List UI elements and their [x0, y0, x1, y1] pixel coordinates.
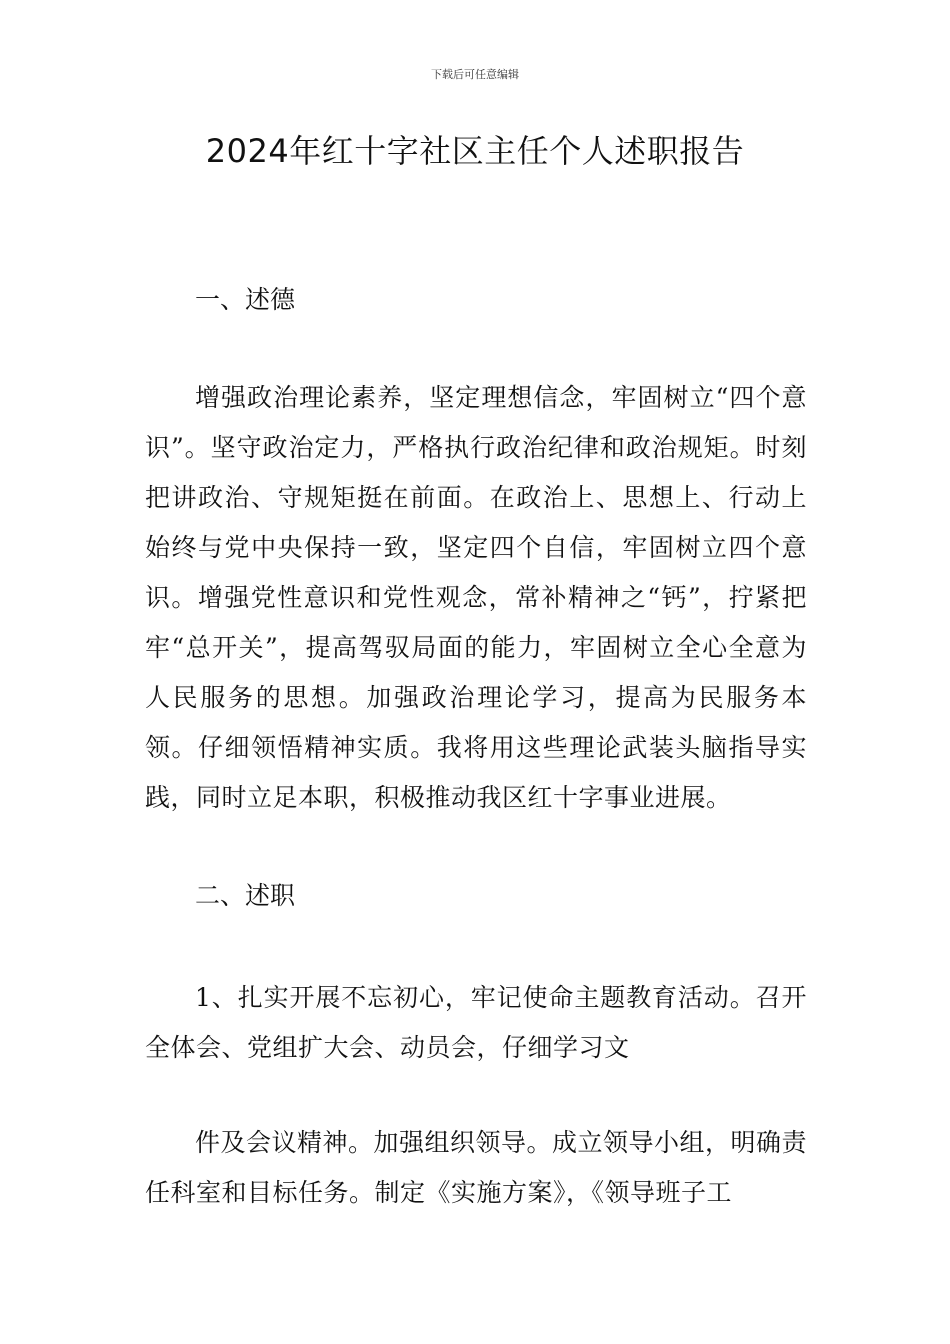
paragraph-3: 件及会议精神。加强组织领导。成立领导小组，明确责任科室和目标任务。制定《实施方案》，《领导班子工 [145, 1128, 808, 1207]
paragraph-2: 1、扎实开展不忘初心，牢记使命主题教育活动。召开全体会、党组扩大会、动员会，仔细学习文 [145, 983, 807, 1062]
header-note: 下载后可任意编辑 [431, 68, 519, 81]
section-heading-2: 二、述职 [195, 881, 296, 910]
paragraph-1: 增强政治理论素养，坚定理想信念，牢固树立“四个意识”。坚守政治定力，严格执行政治纪律和政治规矩。时刻把讲政治、守规矩挺在前面。在政治上、思想上、行动上始终与党中央保持一致，坚定四个自信，牢固树立四个意识。增强党性意识和党性观念，常补精神之“钙”，拧紧把牢“总开关”，提高驾驭局面的能力，牢固树立全心全意为人民服务的思想。加强政治理论学习，提高为民服务本领。仔细领悟精神实质。我将用这些理论武装头脑指导实践，同时立足本职，积极推动我区红十字事业进展。 [145, 383, 807, 812]
document-title: 2024年红十字社区主任个人述职报告 [205, 132, 745, 170]
section-heading-1: 一、述德 [195, 285, 296, 314]
